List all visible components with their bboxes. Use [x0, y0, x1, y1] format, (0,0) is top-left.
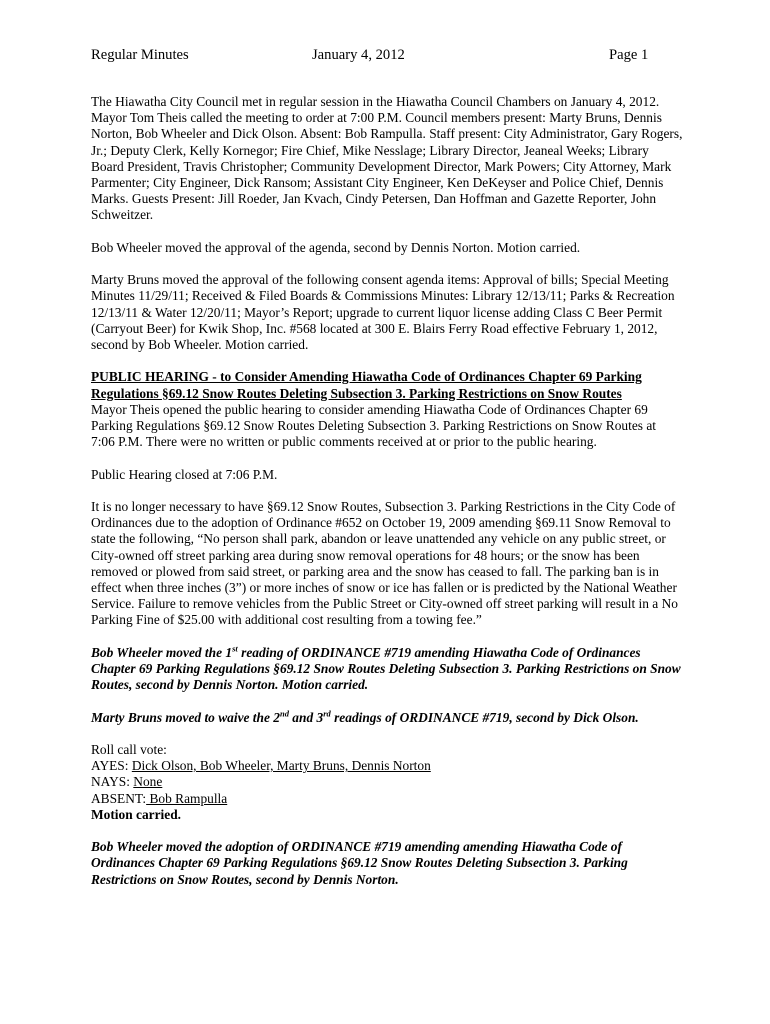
nays-line	[91, 774, 683, 790]
nays-label: NAYS:	[91, 774, 134, 790]
first-reading-motion	[91, 645, 683, 694]
header-title: Regular Minutes	[91, 47, 189, 63]
ayes-label: AYES:	[91, 758, 132, 774]
public-hearing-opened: Mayor Theis opened the public hearing to consider amending Hiawatha Code of Ordinances Chapter 69 Parking Regulations §69.12 Snow Routes Deleting Subsection 3. Parking Restrictions on Snow Routes at 7:06 P.M. There were no written or public comments received at or prior to the public hearing.	[91, 401, 656, 450]
nays-names: None	[133, 774, 163, 790]
first-reading-ordinal: st	[232, 643, 238, 654]
public-hearing-heading: PUBLIC HEARING - to Consider Amending Hiawatha Code of Ordinances Chapter 69 Parking Regulations §69.12 Snow Routes Deleting Subsection 3. Parking Restrictions on Snow Routes	[91, 369, 642, 401]
waive-text-c: readings of ORDINANCE #719, second by Dick Olson.	[330, 709, 639, 725]
first-reading-text-a: Bob Wheeler moved the 1	[91, 644, 233, 660]
absent-line	[91, 791, 683, 807]
header-date: January 4, 2012	[312, 47, 405, 63]
first-reading-text-b: reading of ORDINANCE #719 amending Hiawatha Code of Ordinances Chapter 69 Parking Regulations §69.12 Snow Routes Deleting Subsection 3. Parking Restrictions on Snow Routes, second by Dennis Norton. Motion carried.	[91, 644, 681, 693]
public-hearing-closed: Public Hearing closed at 7:06 P.M.	[91, 466, 278, 482]
waive-text-b: and 3	[288, 709, 324, 725]
roll-call-block	[91, 742, 683, 823]
ayes-names: Dick Olson, Bob Wheeler, Marty Bruns, Dennis Norton	[131, 758, 431, 774]
absent-names: Bob Rampulla	[146, 790, 228, 806]
ayes-line	[91, 758, 683, 774]
motion-carried: Motion carried.	[91, 806, 181, 822]
absent-label: ABSENT:	[91, 790, 147, 806]
roll-call-title: Roll call vote:	[91, 742, 167, 757]
header-page-number: Page 1	[609, 47, 649, 63]
waive-readings-motion	[91, 710, 683, 726]
adoption-motion: Bob Wheeler moved the adoption of ORDINANCE #719 amending amending Hiawatha Code of Ordinances Chapter 69 Parking Regulations §69.12 Snow Routes Deleting Subsection 3. Parking Restrictions on Snow Routes, second by Dennis Norton.	[91, 839, 628, 887]
waive-ordinal-2: nd	[279, 708, 289, 719]
document-body	[91, 94, 683, 904]
ordinance-explanation: It is no longer necessary to have §69.12 Snow Routes, Subsection 3. Parking Restrictions in the City Code of Ordinances due to the adoption of Ordinance #652 on October 19, 2009 amending §69.11 Snow Removal to state the following, “No person shall park, abandon or leave unattended any vehicle on any public street, or City-owned off street parking area during snow removal operations for 48 hours; or the snow has been removed or plowed from said street, or parking area and the snow has ceased to fall. The parking ban is in effect when three inches (3”) or more inches of snow or ice has fallen or is predicted by the National Weather Service. Failure to remove vehicles from the Public Street or City-owned off street parking will result in a No Parking Fine of $25.00 with additional cost resulting from a towing fee.”	[91, 499, 678, 628]
waive-text-a: Marty Bruns moved to waive the 2	[91, 709, 280, 725]
intro-paragraph: The Hiawatha City Council met in regular session in the Hiawatha Council Chambers on January 4, 2012. Mayor Tom Theis called the meeting to order at 7:00 P.M. Council members present: Marty Bruns, Dennis Norton, Bob Wheeler and Dick Olson. Absent: Bob Rampulla. Staff present: City Administrator, Gary Rogers, Jr.; Deputy Clerk, Kelly Kornegor; Fire Chief, Mike Nesslage; Library Director, Jeaneal Weeks; Library Board President, Travis Christopher; Community Development Director, Mark Powers; City Attorney, Mark Parmenter; City Engineer, Dick Ransom; Assistant City Engineer, Ken DeKeyser and Police Chief, Dennis Marks. Guests Present: Jill Roeder, Jan Kvach, Cindy Petersen, Dan Hoffman and Gazette Reporter, John Schweitzer.	[91, 94, 683, 223]
agenda-paragraph: Bob Wheeler moved the approval of the agenda, second by Dennis Norton. Motion carried.	[91, 239, 581, 255]
waive-ordinal-3: rd	[323, 708, 331, 719]
consent-agenda-paragraph: Marty Bruns moved the approval of the following consent agenda items: Approval of bills; Special Meeting Minutes 11/29/11; Received & Filed Boards & Commissions Minutes: Library 12/13/11; Parks & Recreation 12/13/11 & Water 12/20/11; Mayor’s Report; upgrade to current liquor license adding Class C Beer Permit (Carryout Beer) for Kwik Shop, Inc. #568 located at 300 E. Blairs Ferry Road effective February 1, 2012, second by Bob Wheeler. Motion carried.	[91, 272, 675, 353]
